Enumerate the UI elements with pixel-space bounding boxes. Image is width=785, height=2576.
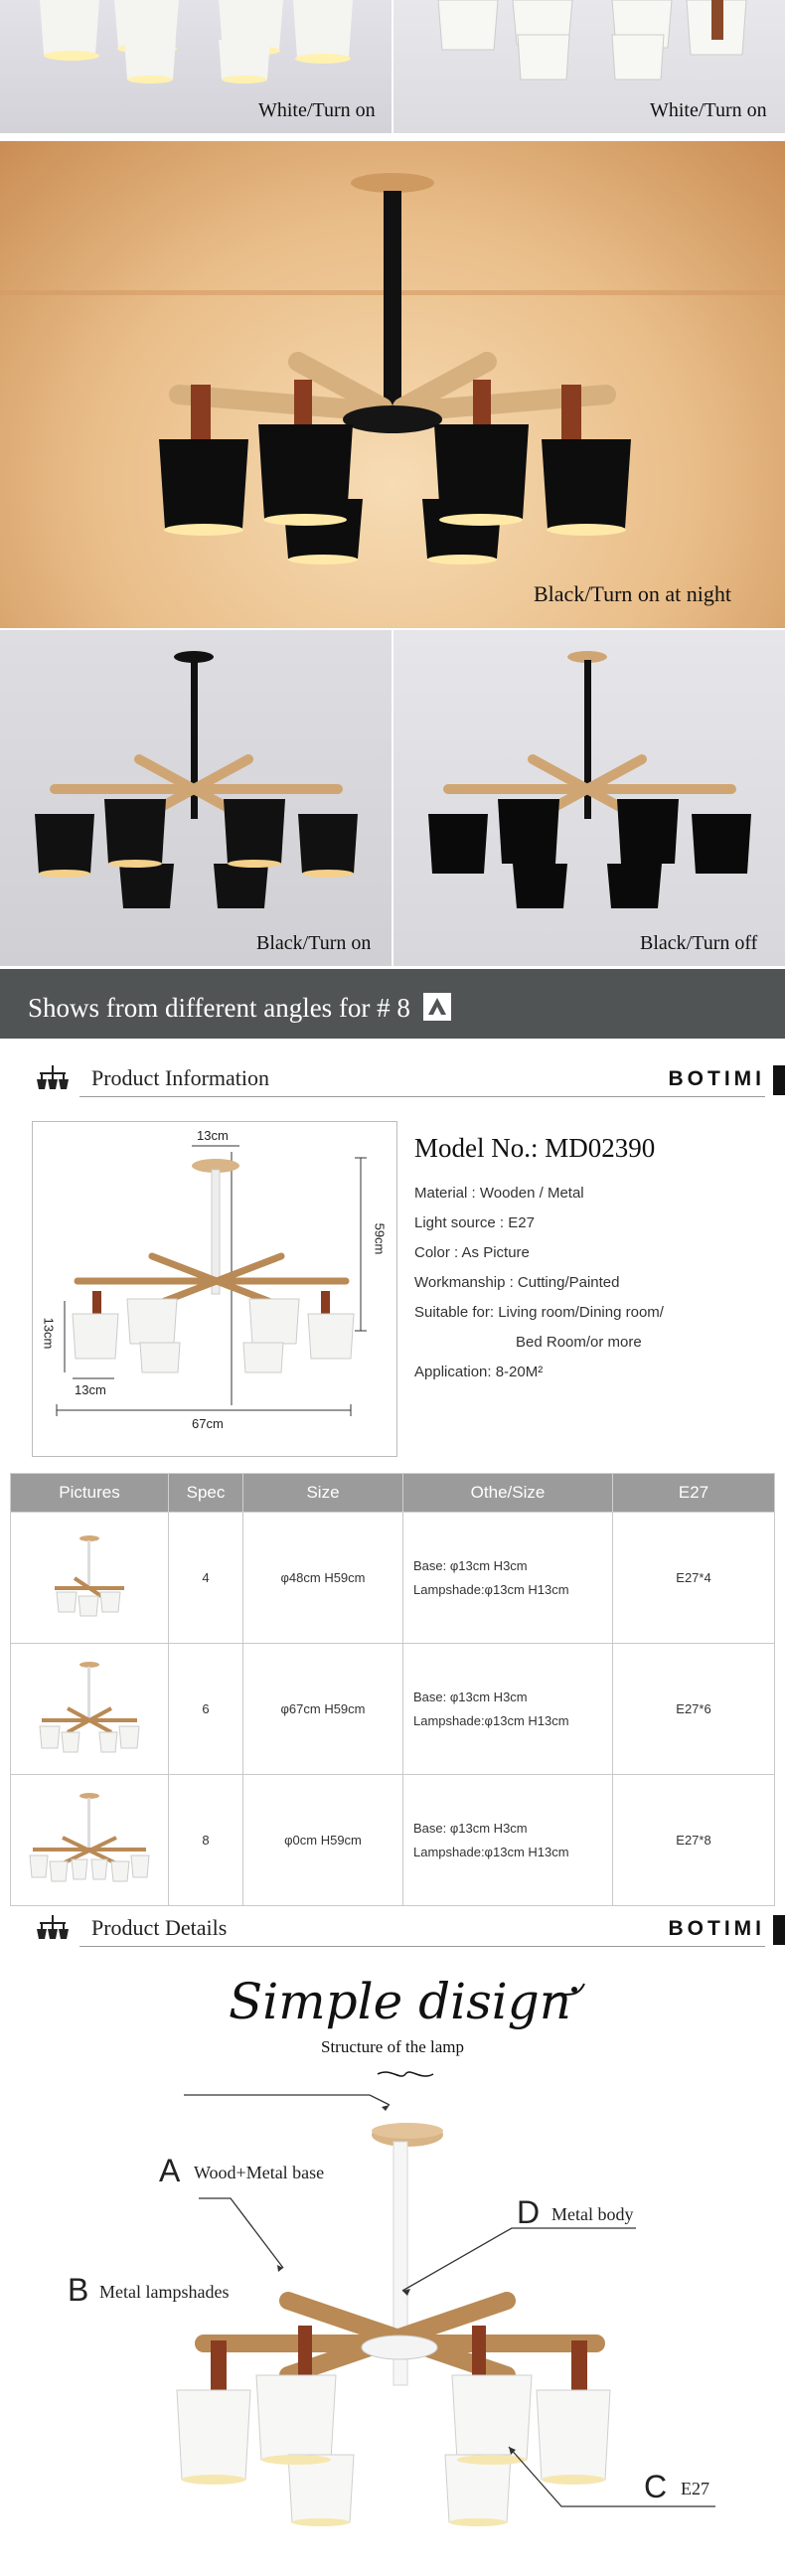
lamp-4-image [35, 1527, 144, 1626]
black-lamp-image [393, 630, 785, 966]
dim-width-label: 67cm [192, 1416, 224, 1431]
lamp-thumbnail [11, 1775, 169, 1906]
callout-d-text: Metal body [551, 2204, 634, 2224]
row-shade: Lampshade:φ13cm H13cm [413, 1712, 569, 1728]
photo-caption: Black/Turn on at night [534, 581, 732, 606]
spec-table [10, 1473, 775, 1906]
dimension-diagram [32, 1121, 397, 1457]
callout-d-letter: D [517, 2194, 541, 2230]
callout-c-letter: C [644, 2469, 668, 2504]
flourish-icon [545, 1980, 588, 2010]
banner-label: Shows from different angles for # 8 [28, 993, 410, 1023]
col-header-e27: E27 [613, 1474, 775, 1513]
col-header-other-size: Othe/Size [403, 1474, 613, 1513]
lamp-structure-image [0, 2087, 785, 2574]
row-base: Base: φ13cm H3cm [413, 1557, 528, 1573]
row-shade: Lampshade:φ13cm H13cm [413, 1581, 569, 1597]
brand-bar [773, 1915, 785, 1945]
photo-caption: Black/Turn off [640, 932, 758, 954]
spec-color: Color : As Picture [414, 1244, 530, 1261]
banner-text [28, 989, 451, 1024]
angles-banner [0, 969, 785, 1039]
chandelier-icon [32, 1913, 74, 1943]
photo-black-on-night [0, 141, 785, 628]
table-row [11, 1513, 775, 1644]
ornament-icon [376, 2067, 435, 2081]
row-shade: Lampshade:φ13cm H13cm [413, 1844, 569, 1859]
row-spec: 8 [169, 1775, 243, 1906]
photo-caption: Black/Turn on [256, 932, 372, 954]
photo-caption: White/Turn on [258, 99, 376, 121]
table-header-row [11, 1474, 775, 1513]
info-section-header [0, 1057, 785, 1097]
row-size: φ48cm H59cm [243, 1513, 403, 1644]
black-lamp-image [0, 630, 392, 966]
callout-b-letter: B [68, 2272, 89, 2308]
spec-suitable: Suitable for: Living room/Dining room/ [414, 1304, 664, 1321]
design-subtitle: Structure of the lamp [321, 2037, 464, 2056]
photo-white-on-left [0, 0, 392, 133]
table-row [11, 1644, 775, 1775]
row-spec: 6 [169, 1644, 243, 1775]
details-section-header [0, 1907, 785, 1947]
row-spec: 4 [169, 1513, 243, 1644]
spec-material: Material : Wooden / Metal [414, 1185, 584, 1202]
callout-a-text: Wood+Metal base [194, 2163, 325, 2182]
section-title: Product Details [91, 1915, 228, 1940]
dim-shade-height-label: 13cm [41, 1317, 57, 1350]
table-row [11, 1775, 775, 1906]
spec-application: Application: 8-20M² [414, 1364, 544, 1380]
row-other-size [403, 1513, 613, 1644]
lamp-thumbnail [11, 1644, 169, 1775]
col-header-spec: Spec [169, 1474, 243, 1513]
photo-white-on-right [393, 0, 785, 133]
design-title: Simple disign [229, 1973, 571, 2030]
dim-shade-width-label: 13cm [75, 1382, 106, 1397]
lamp-dimension-drawing [33, 1122, 396, 1456]
callout-b-text: Metal lampshades [99, 2282, 230, 2302]
model-number: Model No.: MD02390 [414, 1133, 656, 1163]
row-other-size [403, 1775, 613, 1906]
spec-workmanship: Workmanship : Cutting/Painted [414, 1274, 620, 1291]
callout-c-text: E27 [681, 2479, 709, 2498]
dim-height-label: 59cm [372, 1222, 388, 1255]
lamp-thumbnail [11, 1513, 169, 1644]
col-header-size: Size [243, 1474, 403, 1513]
photo-black-on [0, 630, 392, 966]
mountain-icon [423, 993, 451, 1021]
row-e27: E27*6 [613, 1644, 775, 1775]
lamp-8-image [25, 1784, 154, 1893]
dim-top-label: 13cm [197, 1128, 229, 1143]
row-e27: E27*4 [613, 1513, 775, 1644]
spec-suitable-cont: Bed Room/or more [516, 1334, 642, 1351]
col-header-pictures: Pictures [11, 1474, 169, 1513]
spec-list [414, 1133, 772, 1391]
brand-logo: BOTIMI [668, 1917, 765, 1940]
spec-light-source: Light source : E27 [414, 1214, 535, 1231]
lamp-6-image [30, 1653, 149, 1762]
row-size: φ67cm H59cm [243, 1644, 403, 1775]
row-size: φ0cm H59cm [243, 1775, 403, 1906]
row-base: Base: φ13cm H3cm [413, 1820, 528, 1836]
row-base: Base: φ13cm H3cm [413, 1689, 528, 1704]
brand-logo: BOTIMI [668, 1067, 765, 1090]
row-e27: E27*8 [613, 1775, 775, 1906]
section-title: Product Information [91, 1065, 270, 1090]
callout-a-letter: A [159, 2153, 181, 2188]
section-divider [79, 1946, 765, 1947]
brand-bar [773, 1065, 785, 1095]
photo-caption: White/Turn on [650, 99, 767, 121]
row-other-size [403, 1644, 613, 1775]
black-lamp-image [0, 141, 785, 628]
section-divider [79, 1096, 765, 1097]
photo-black-off [393, 630, 785, 966]
chandelier-icon [32, 1063, 74, 1093]
